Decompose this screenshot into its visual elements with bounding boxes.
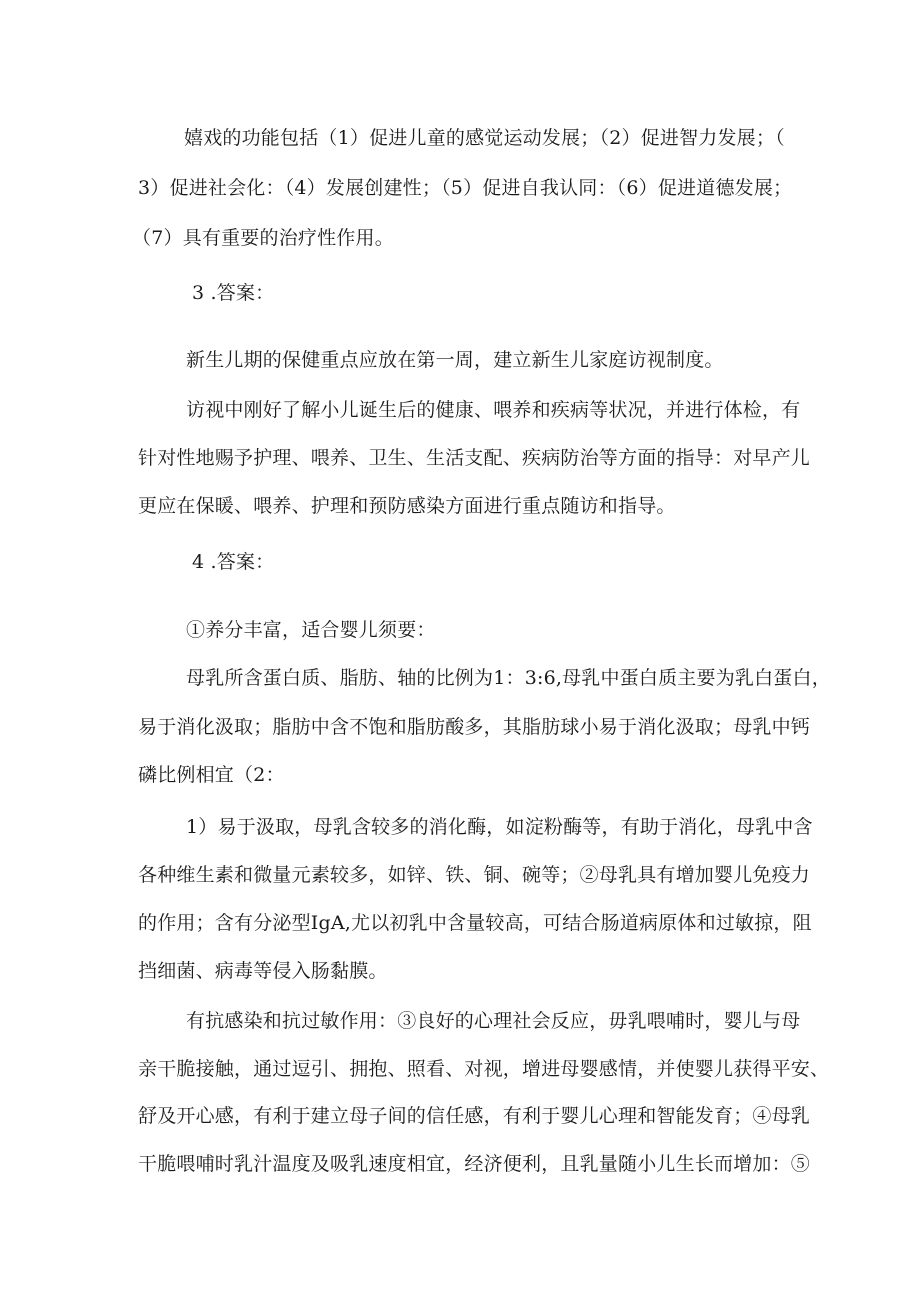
text-line: 亲干脆接触，通过逗引、拥抱、照看、对视，增进母婴感情，并使婴儿获得平安、 (138, 1058, 830, 1080)
text-line: 1）易于汲取，母乳含较多的消化酶，如淀粉酶等，有助于消化，母乳中含 (186, 816, 813, 838)
section-heading-4: 4 .答案： (192, 551, 275, 573)
text-line: 新生儿期的保健重点应放在第一周，建立新生儿家庭访视制度。 (186, 349, 724, 371)
text-line: 挡细菌、病毒等侵入肠黏膜。 (138, 960, 388, 982)
text-line: 嬉戏的功能包括（1）促进儿童的感觉运动发展；（2）促进智力发展；（ (184, 127, 785, 149)
text-line: 舒及开心感，有利于建立母子间的信任感，有利于婴儿心理和智能发育；④母乳 (138, 1105, 811, 1127)
text-line: 各种维生素和微量元素较多，如锌、铁、铜、碗等；②母乳具有增加婴儿免疫力 (138, 864, 811, 886)
section-heading-3: 3 .答案： (192, 282, 275, 304)
text-line: 有抗感染和抗过敏作用：③良好的心理社会反应，毋乳喂哺时，婴儿与母 (186, 1010, 801, 1032)
text-line: 的作用；含有分泌型IgA,尤以初乳中含量较高，可结合肠道病原体和过敏掠，阻 (138, 912, 812, 934)
text-line: 易于消化汲取；脂肪中含不饱和脂肪酸多，其脂肪球小易于消化汲取；母乳中钙 (138, 716, 811, 738)
text-line: 母乳所含蛋白质、脂肪、轴的比例为1：3:6,母乳中蛋白质主要为乳白蛋白， (186, 667, 831, 689)
text-line: 更应在保暖、喂养、护理和预防感染方面进行重点随访和指导。 (138, 495, 676, 517)
text-line: 3）促进社会化：（4）发展创建性；（5）促进自我认同：（6）促进道德发展； (138, 177, 793, 199)
text-line: （7）具有重要的治疗性作用。 (132, 227, 394, 249)
text-line: ①养分丰富，适合婴儿须要： (186, 619, 436, 641)
text-line: 访视中刚好了解小儿诞生后的健康、喂养和疾病等状况，并进行体检，有 (186, 399, 801, 421)
text-line: 干脆喂哺时乳汁温度及吸乳速度相宜，经济便利，且乳量随小儿生长而增加：⑤ (138, 1153, 811, 1175)
text-line: 针对性地赐予护理、喂养、卫生、生活支配、疾病防治等方面的指导：对早产儿 (138, 447, 811, 469)
text-line: 磷比例相宜（2： (138, 764, 285, 786)
